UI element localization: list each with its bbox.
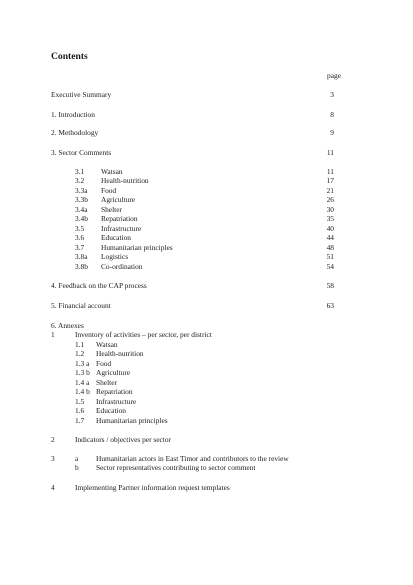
toc-page: 26 <box>326 195 334 204</box>
toc-page: 17 <box>326 176 334 185</box>
toc-page: 11 <box>326 148 334 157</box>
toc-page: 44 <box>326 233 334 242</box>
toc-number: 3.1 <box>75 167 85 176</box>
toc-label: 4. Feedback on the CAP process <box>51 281 147 290</box>
annex-item-number: 1.3 b <box>75 368 90 377</box>
annex-sub-letter-b: b <box>75 463 79 472</box>
annex-item-number: 1.7 <box>75 416 85 425</box>
annex-sub-letter-a: a <box>75 454 79 463</box>
annex-item-number: 1.2 <box>75 349 85 358</box>
toc-label: Food <box>101 186 117 195</box>
toc-number: 3.4b <box>75 214 88 223</box>
annex-number: 2 <box>51 435 55 444</box>
annex-item-label: Education <box>96 406 126 415</box>
annex-item-label: Agriculture <box>96 368 131 377</box>
toc-number: 3.6 <box>75 233 85 242</box>
annex-item-label: Watsan <box>96 340 118 349</box>
annex-item-label: Food <box>96 359 112 368</box>
annex-label-a: Humanitarian actors in East Timor and contributors to the review <box>96 454 289 463</box>
annex-label-b: Sector representatives contributing to sector comment <box>96 463 256 472</box>
toc-label: 3. Sector Comments <box>51 148 112 157</box>
annex-label: Implementing Partner information request templates <box>75 483 230 492</box>
toc-label: Watsan <box>101 167 123 176</box>
toc-label: Infrastructure <box>101 224 142 233</box>
annex-item-number: 1.5 <box>75 397 85 406</box>
toc-page: 8 <box>330 110 334 119</box>
toc-page: 30 <box>326 205 334 214</box>
annex-number: 4 <box>51 483 55 492</box>
annex-item-number: 1.1 <box>75 340 85 349</box>
toc-label: Humanitarian principles <box>101 243 173 252</box>
annexes-heading: 6. Annexes <box>51 321 84 330</box>
annex-item-number: 1.3 a <box>75 359 90 368</box>
toc-page: 21 <box>326 186 334 195</box>
toc-page: 58 <box>326 281 334 290</box>
toc-page: 11 <box>326 167 334 176</box>
toc-number: 3.8a <box>75 252 88 261</box>
page-column-label: page <box>327 71 341 80</box>
toc-number: 3.7 <box>75 243 85 252</box>
annex-item-number: 1.6 <box>75 406 85 415</box>
annex-label: Indicators / objectives per sector <box>75 435 172 444</box>
toc-number: 3.2 <box>75 176 85 185</box>
toc-page: 54 <box>326 262 334 271</box>
toc-number: 3.8b <box>75 262 88 271</box>
contents-title: Contents <box>51 51 88 62</box>
toc-label: Repatriation <box>101 214 138 223</box>
toc-label: Shelter <box>101 205 122 214</box>
toc-page: 63 <box>326 301 334 310</box>
toc-page: 40 <box>326 224 334 233</box>
toc-label: Logistics <box>101 252 129 261</box>
annex-label: Inventory of activities – per sector, per district <box>75 330 212 339</box>
toc-label: Executive Summary <box>51 90 112 99</box>
annex-item-number: 1.4 b <box>75 387 90 396</box>
toc-number: 3.4a <box>75 205 88 214</box>
toc-number: 3.3a <box>75 186 88 195</box>
toc-number: 3.3b <box>75 195 88 204</box>
toc-page: 35 <box>326 214 334 223</box>
annex-item-label: Health-nutrition <box>96 349 144 358</box>
toc-page: 3 <box>330 90 334 99</box>
annex-item-label: Repatriation <box>96 387 133 396</box>
annex-number: 3 <box>51 454 55 463</box>
annex-item-label: Infrastructure <box>96 397 137 406</box>
toc-label: Co-ordination <box>101 262 143 271</box>
toc-label: 5. Financial account <box>51 301 111 310</box>
toc-page: 48 <box>326 243 334 252</box>
annex-item-number: 1.4 a <box>75 378 90 387</box>
toc-label: Health-nutrition <box>101 176 149 185</box>
toc-page: 9 <box>330 128 334 137</box>
annex-item-label: Humanitarian principles <box>96 416 168 425</box>
toc-label: 1. Introduction <box>51 110 95 119</box>
toc-number: 3.5 <box>75 224 85 233</box>
toc-label: Agriculture <box>101 195 136 204</box>
toc-label: 2. Methodology <box>51 128 99 137</box>
toc-label: Education <box>101 233 131 242</box>
annex-number: 1 <box>51 330 55 339</box>
toc-page: 51 <box>326 252 334 261</box>
annex-item-label: Shelter <box>96 378 117 387</box>
